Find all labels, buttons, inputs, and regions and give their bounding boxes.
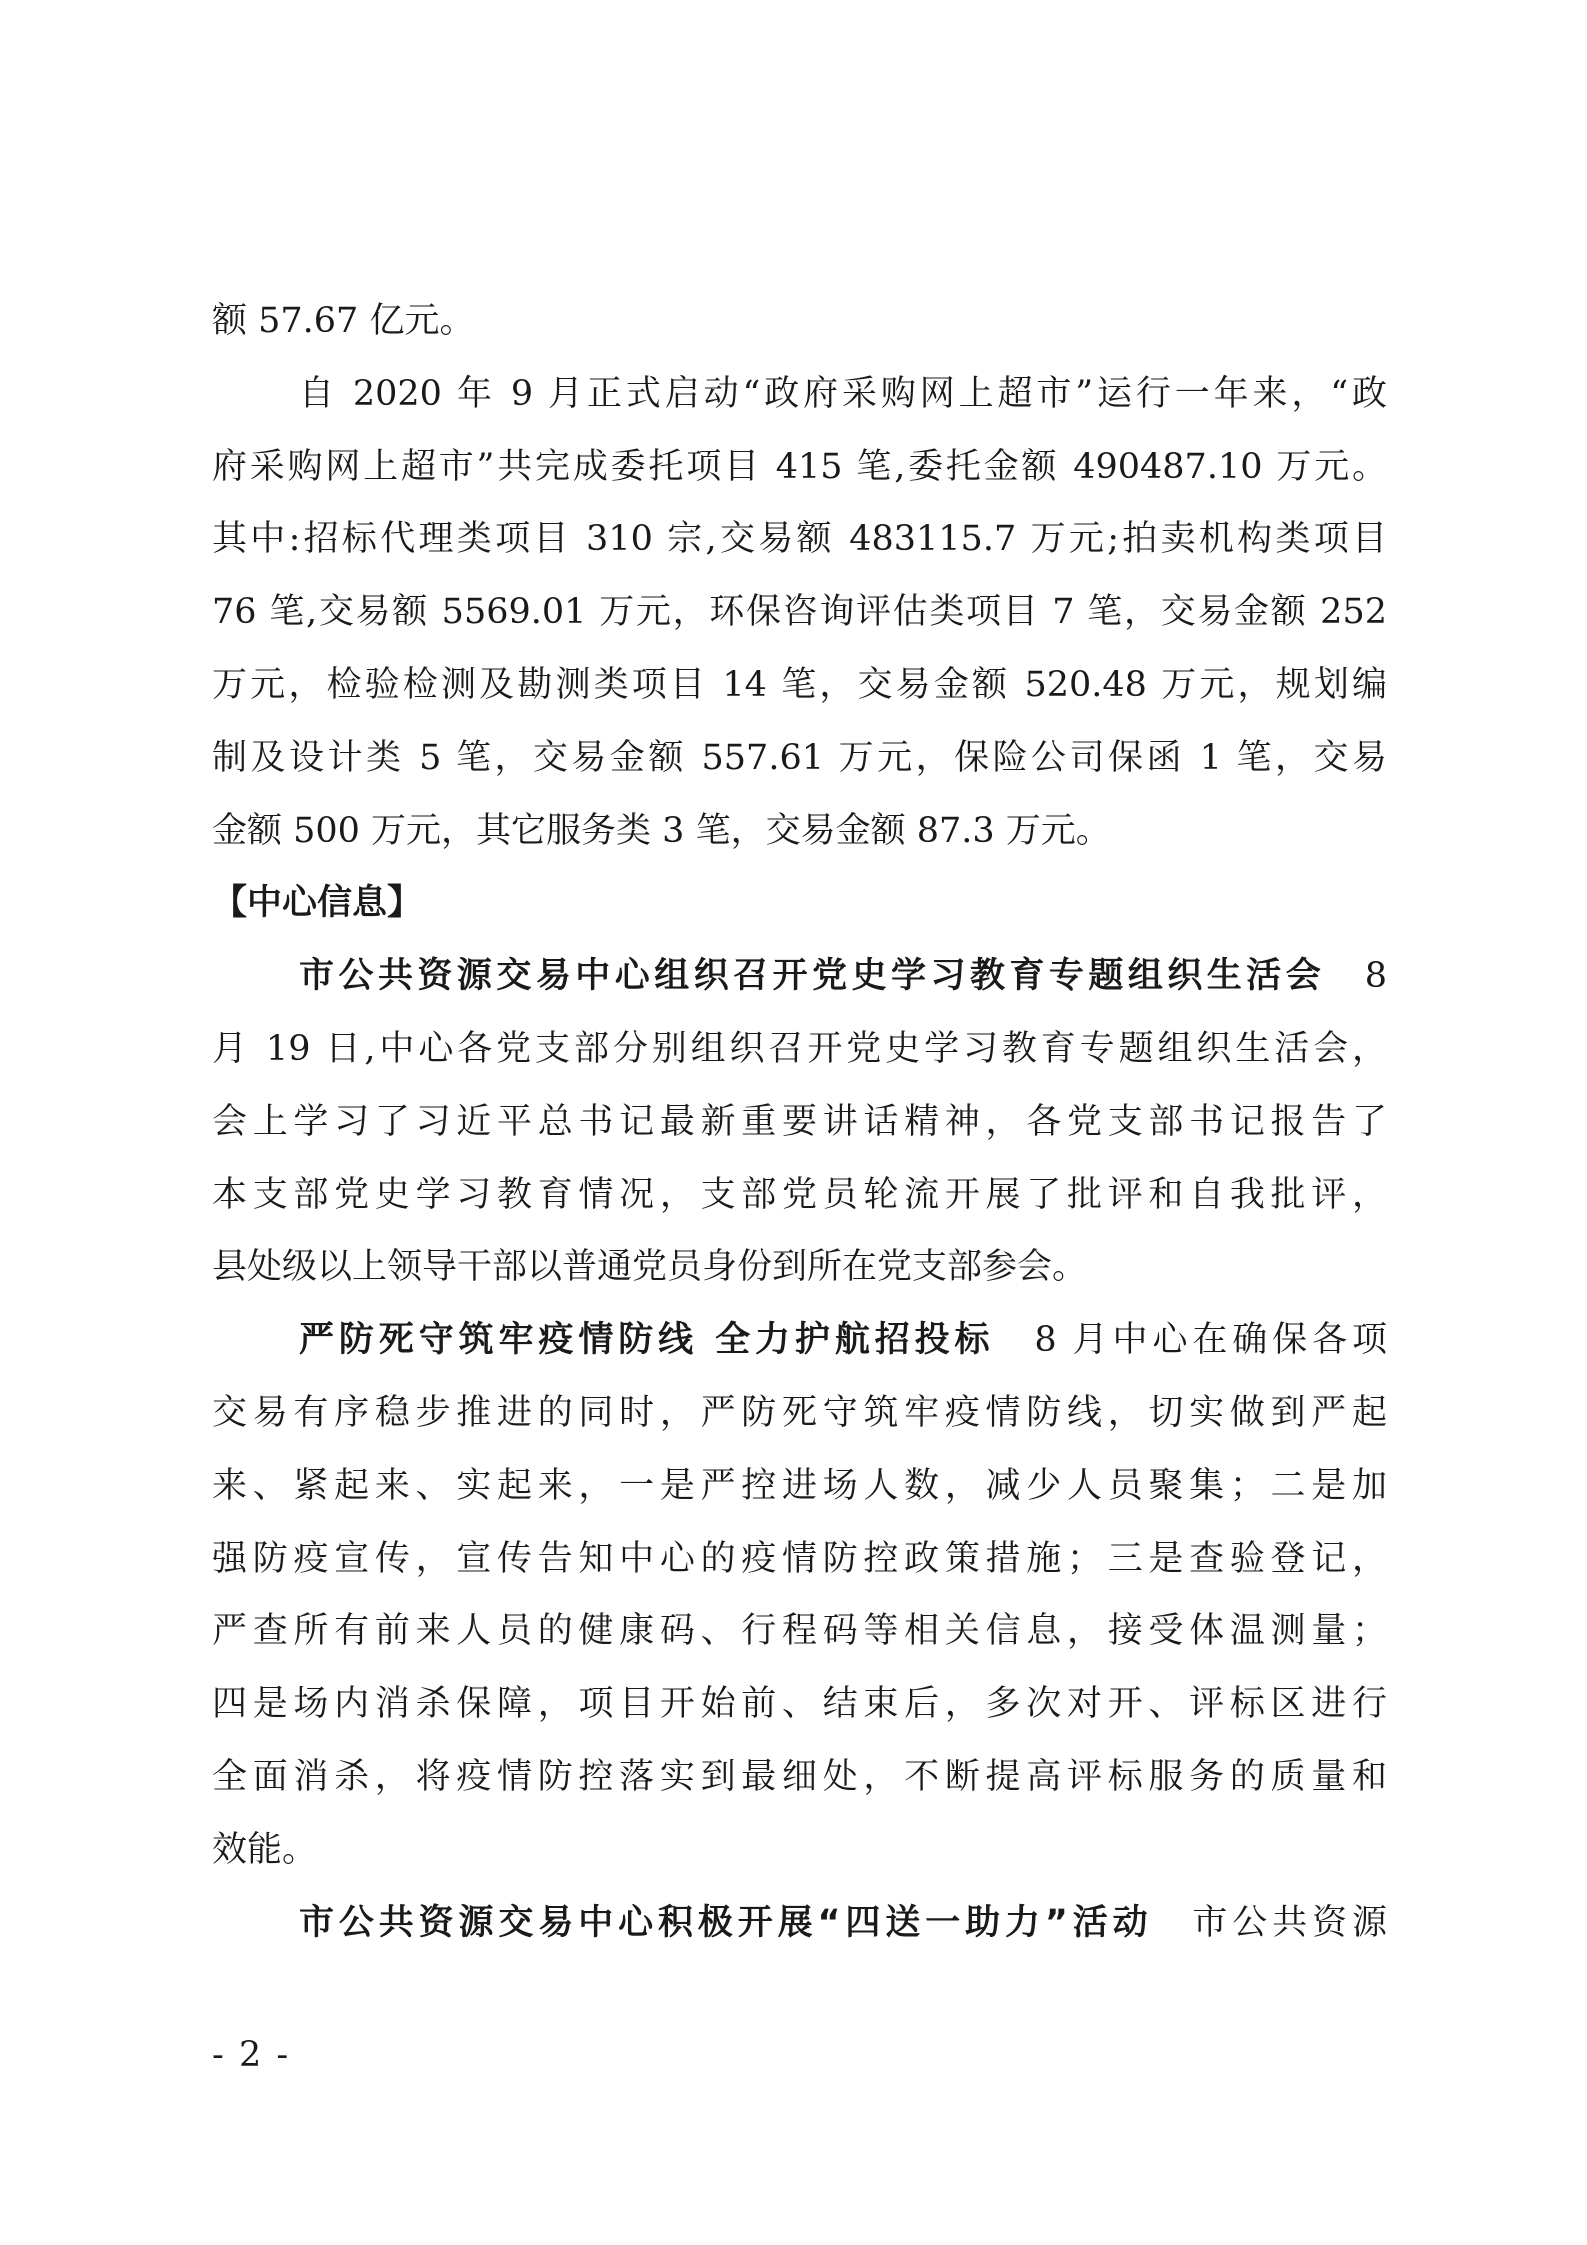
news1-line-3: 会上学习了习近平总书记最新重要讲话精神，各党支部书记报告了 (212, 1101, 1387, 1142)
market-line-3: 其中:招标代理类项目 310 宗,交易额 483115.7 万元;拍卖机构类项目 (212, 519, 1387, 560)
market-line-4: 76 笔,交易额 5569.01 万元，环保咨询评估类项目 7 笔，交易金额 252 (212, 592, 1387, 633)
news3-line-1 (212, 1887, 1387, 1960)
news2-line-5: 严查所有前来人员的健康码、行程码等相关信息，接受体温测量； (212, 1611, 1387, 1652)
news2-line-1-tail: 8 月中心在确保各项 (1034, 1320, 1387, 1361)
market-line-6: 制及设计类 5 笔，交易金额 557.61 万元，保险公司保函 1 笔，交易 (212, 737, 1387, 778)
news2-line-2: 交易有序稳步推进的同时，严防死守筑牢疫情防线，切实做到严起 (212, 1392, 1387, 1433)
news1-headline: 市公共资源交易中心组织召开党史学习教育专题组织生活会 (299, 956, 1326, 997)
market-line-7: 金额 500 万元，其它服务类 3 笔，交易金额 87.3 万元。 (212, 810, 1111, 851)
news2-line-1 (212, 1304, 1387, 1377)
news2-line-3: 来、紧起来、实起来，一是严控进场人数，减少人员聚集；二是加 (212, 1465, 1387, 1506)
market-line-1: 自 2020 年 9 月正式启动“政府采购网上超市”运行一年来，“政 (299, 373, 1387, 414)
intro-line-1: 额 57.67 亿元。 (212, 301, 475, 341)
market-line-5: 万元，检验检测及勘测类项目 14 笔，交易金额 520.48 万元，规划编 (212, 664, 1387, 705)
market-line-2: 府采购网上超市”共完成委托项目 415 笔,委托金额 490487.10 万元。 (212, 446, 1387, 487)
news1-line-4: 本支部党史学习教育情况，支部党员轮流开展了批评和自我批评， (212, 1174, 1387, 1215)
news2-line-7: 全面消杀，将疫情防控落实到最细处，不断提高评标服务的质量和 (212, 1756, 1387, 1797)
news3-line-1-tail: 市公共资源 (1192, 1902, 1387, 1943)
news1-line-2: 月 19 日,中心各党支部分别组织召开党史学习教育专题组织生活会， (212, 1028, 1387, 1069)
news2-line-8: 效能。 (212, 1829, 318, 1870)
news3-headline: 市公共资源交易中心积极开展“四送一助力”活动 (299, 1902, 1153, 1943)
news2-headline: 严防死守筑牢疫情防线 全力护航招投标 (299, 1320, 995, 1361)
page-number: - 2 - (212, 2035, 291, 2075)
section-heading: 【中心信息】 (212, 883, 423, 924)
news1-line-1-tail: 8 (1364, 956, 1387, 997)
news2-line-4: 强防疫宣传，宣传告知中心的疫情防控政策措施；三是查验登记， (212, 1538, 1387, 1579)
news1-line-5: 县处级以上领导干部以普通党员身份到所在党支部参会。 (212, 1247, 1088, 1288)
news2-line-6: 四是场内消杀保障，项目开始前、结束后，多次对开、评标区进行 (212, 1684, 1387, 1725)
document-body (212, 285, 1387, 1959)
news1-line-1 (212, 940, 1387, 1013)
